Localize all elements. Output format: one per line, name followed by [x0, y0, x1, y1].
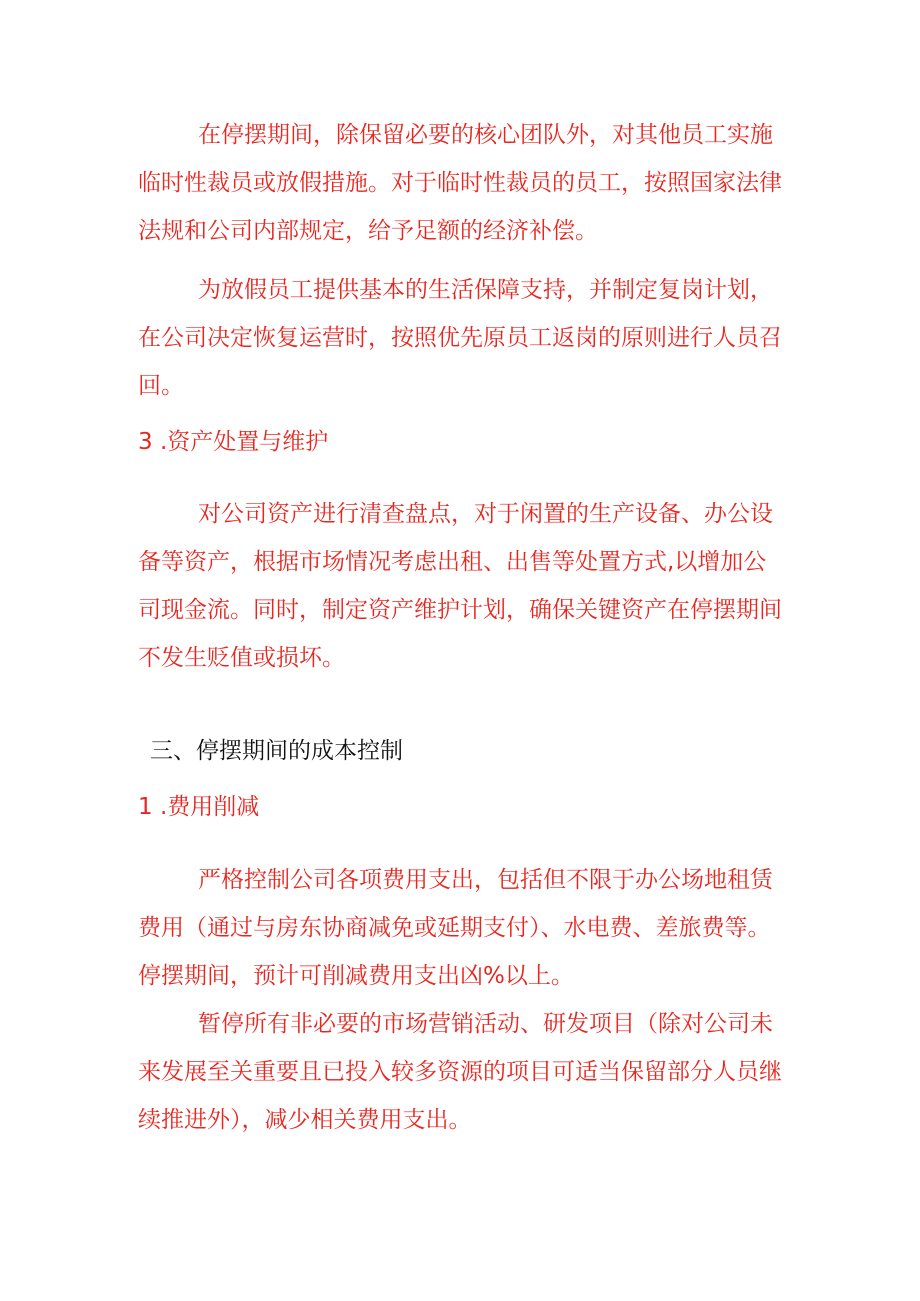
paragraph-suspend-activities: 暂停所有非必要的市场营销活动、研发项目（除对公司未来发展至关重要且已投入较多资源的项目可适当保留部分人员继续推进外），减少相关费用支出。	[138, 1011, 782, 1133]
subheading-expense-reduction: 1 .费用削减	[138, 794, 260, 820]
paragraph-asset-disposal: 对公司资产进行清查盘点，对于闲置的生产设备、办公设备等资产，根据市场情况考虑出租、出售等处置方式,以增加公司现金流。同时，制定资产维护计划，确保关键资产在停摆期间不发生贬值或损坏。	[138, 501, 782, 671]
section-heading-cost-control: 三、停摆期间的成本控制	[150, 738, 403, 764]
subheading-asset-disposal: 3 .资产处置与维护	[138, 429, 329, 455]
paragraph-staff-layoff: 在停摆期间，除保留必要的核心团队外，对其他员工实施临时性裁员或放假措施。对于临时性裁员的员工，按照国家法律法规和公司内部规定，给予足额的经济补偿。	[138, 122, 782, 244]
paragraph-expense-control: 严格控制公司各项费用支出，包括但不限于办公场地租赁费用（通过与房东协商减免或延期支付）、水电费、差旅费等。停摆期间，预计可削减费用支出凶%以上。	[138, 867, 773, 989]
paragraph-staff-support: 为放假员工提供基本的生活保障支持，并制定复岗计划，在公司决定恢复运营时，按照优先原员工返岗的原则进行人员召回。	[138, 277, 782, 399]
